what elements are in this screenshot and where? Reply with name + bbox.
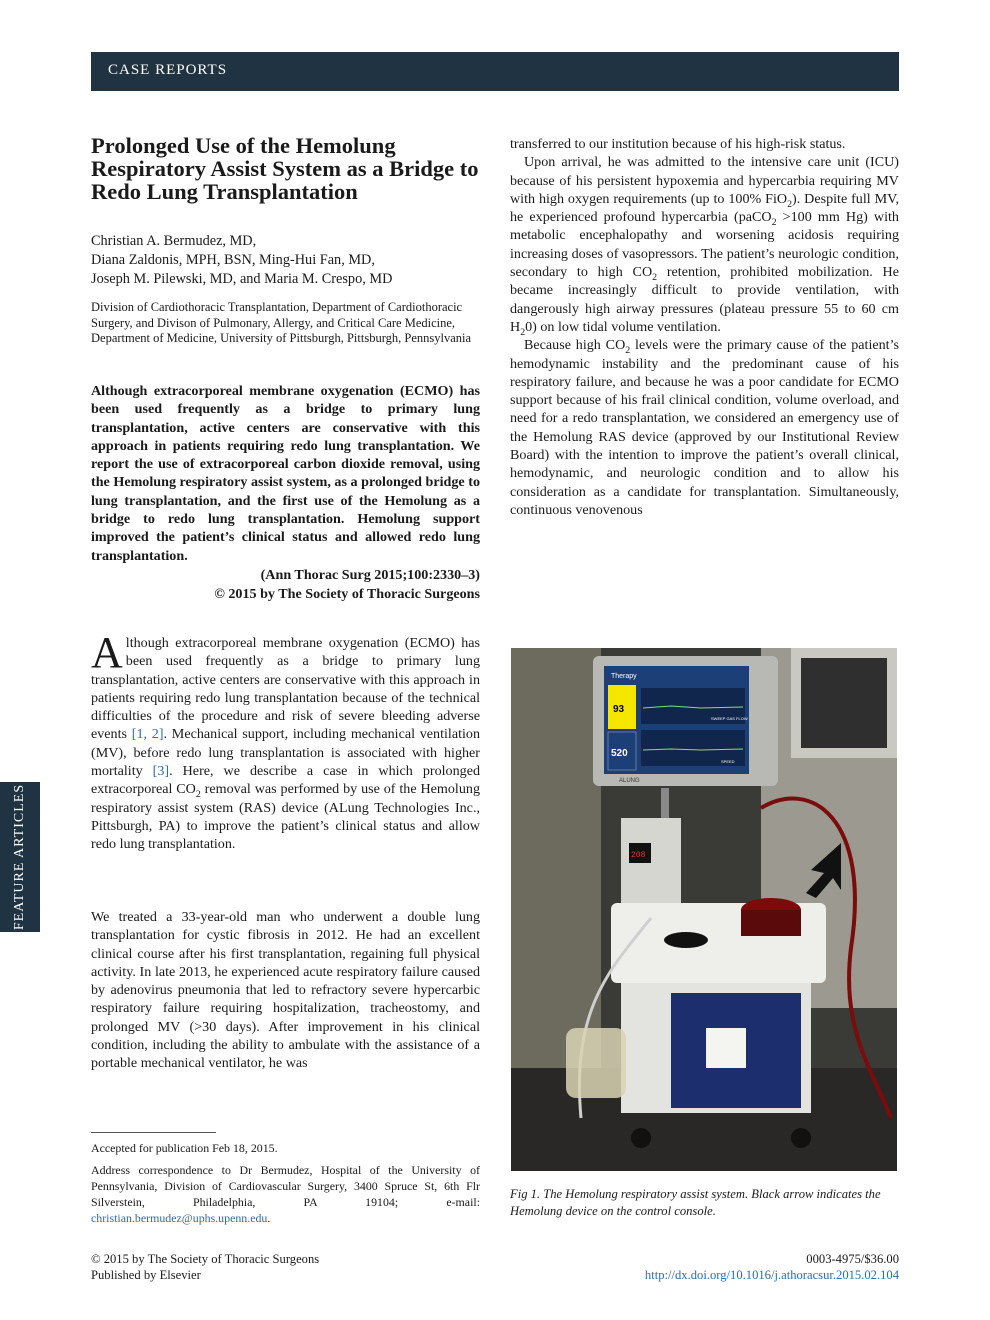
screen-value-2: 520 bbox=[611, 748, 628, 759]
citation-block bbox=[91, 566, 480, 603]
intro-paragraph: Although extracorporeal membrane oxygenation (ECMO) has been used frequently as a bridge to primary lung transplantation, active centers are conservative with this approach in patients requiring redo lung transplantation because of the technical difficulties of the procedure and risk of severe bleeding adverse events [1, 2]. Mechanical support, including mechanical ventilation (MV), before redo lung transplantation is associated with higher mortality [3]. Here, we describe a case in which prolonged extracorporeal $CO_2$ removal was performed by use of the Hemolung respiratory assist system (RAS) device (ALung Technologies Inc., Pittsburgh, PA) to improve the patient’s clinical status and allow redo lung transplantation. bbox=[91, 628, 481, 853]
wheel bbox=[791, 1128, 811, 1148]
author-line: Diana Zaldonis, MPH, BSN, Ming-Hui Fan, MD, bbox=[91, 252, 375, 268]
paragraph: transferred to our institution because of his high-risk status. bbox=[510, 136, 846, 152]
author-list bbox=[91, 232, 481, 289]
footer-publisher: Published by Elsevier bbox=[91, 1267, 201, 1282]
case-paragraph: We treated a 33-year-old man who underwent a double lung transplantation for cystic fibrosis in 2012. He had an excellent clinical course after his first transplantation, regaining full physical activity. In late 2013, he experienced acute respiratory failure caused by adenovirus pneumonia that led to refractory severe hypercarbic respiratory failure requiring hospitalization, tracheostomy, and prolonged MV (>30 days). After improvement in his clinical condition, including the ability to ambulate with the assistance of a portable mechanical ventilator, he was bbox=[91, 909, 480, 1072]
copyright-line: © 2015 by The Society of Thoracic Surgeons bbox=[214, 585, 480, 602]
collection-canister bbox=[566, 1028, 626, 1098]
correspondence: Address correspondence to Dr Bermudez, Hospital of the University of Pennsylvania, Division of Cardiovascular Surgery, 3400 Spruce St, 6th Flr Silverstein, Philadelphia, PA 19104; e-mail: christian.bermudez@uphs.upenn.edu. bbox=[91, 1163, 480, 1225]
hemolung-body bbox=[741, 910, 801, 936]
doi-link[interactable]: http://dx.doi.org/10.1016/j.athoracsur.2015.02.104 bbox=[644, 1267, 899, 1282]
author-line: Christian A. Bermudez, MD, bbox=[91, 233, 257, 249]
cart-label bbox=[706, 1028, 746, 1068]
footer-copyright: © 2015 by The Society of Thoracic Surgeons bbox=[91, 1252, 320, 1266]
section-label: CASE REPORTS bbox=[108, 62, 228, 78]
speed-label: SPEED bbox=[721, 759, 735, 764]
footer-issn: 0003-4975/$36.00 bbox=[806, 1252, 899, 1266]
drop-cap: A bbox=[91, 628, 123, 677]
accepted-date: Accepted for publication Feb 18, 2015. bbox=[91, 1141, 278, 1155]
wheel bbox=[631, 1128, 651, 1148]
figure-caption: Fig 1. The Hemolung respiratory assist system. Black arrow indicates the Hemolung device on the control console. bbox=[510, 1187, 881, 1218]
screen-header: Therapy bbox=[611, 673, 637, 680]
affiliation: Division of Cardiothoracic Transplantation, Department of Cardiothoracic Surgery, and Divison of Pulmonary, Allergy, and Critical Care Medicine, Department of Medicine, University of Pittsburgh, Pittsburgh, Pennsylvania bbox=[91, 300, 472, 345]
screen-value-1: 93 bbox=[613, 704, 625, 715]
side-tab-label: FEATURE ARTICLES bbox=[12, 783, 27, 931]
figure-photo bbox=[511, 648, 897, 1171]
article-title: Prolonged Use of the Hemolung Respiratory Assist System as a Bridge to Redo Lung Transplantation bbox=[91, 133, 479, 204]
author-line: Joseph M. Pilewski, MD, and Maria M. Crespo, MD bbox=[91, 271, 393, 287]
right-column-text bbox=[510, 135, 899, 519]
footnote-rule bbox=[91, 1132, 216, 1133]
abstract: Although extracorporeal membrane oxygenation (ECMO) has been used frequently as a bridge to primary lung transplantation, active centers are conservative with this approach in patients requiring redo lung transplantation. We report the use of extracorporeal carbon dioxide removal, using the Hemolung respiratory assist system, as a prolonged bridge to lung transplantation, and the first use of the Hemolung as a bridge to redo lung transplantation. Hemolung support improved the patient’s clinical status and allowed redo lung transplantation. bbox=[91, 383, 480, 564]
citation: (Ann Thorac Surg 2015;100:2330–3) bbox=[260, 567, 480, 583]
footer-right bbox=[560, 1252, 899, 1283]
cart-well bbox=[664, 932, 708, 948]
brand-label: ALUNG bbox=[619, 778, 640, 784]
wall-monitor-screen bbox=[801, 658, 887, 748]
footer-left bbox=[91, 1252, 451, 1283]
pump-display-value: 208 bbox=[631, 851, 646, 860]
email-link[interactable]: christian.bermudez@uphs.upenn.edu bbox=[91, 1211, 268, 1225]
reference-link[interactable]: [1, 2] bbox=[131, 726, 164, 743]
reference-link[interactable]: [3] bbox=[152, 763, 170, 780]
paragraph: Because high $CO_2$ levels were the primary cause of the patient’s hemodynamic instability and the predominant cause of his respiratory failure, and because he was a poor candidate for ECMO support because of his frail clinical condition, volume overload, and need for a redo transplantation, we considered an emergency use of the Hemolung RAS device (approved by our Institutional Review Board) with the intention to improve the patient’s overall clinical, hemodynamic, and neurologic condition and to allow his consideration as a candidate for transplantation. Simultaneously, continuous venovenous bbox=[510, 337, 899, 518]
paragraph: Upon arrival, he was admitted to the intensive care unit (ICU) because of his persistent hypoxemia and hypercarbia requiring MV with high oxygen requirements (up to 100% FiO$_2$). Despite full MV, he experienced profound hypercarbia (paCO$_2$ >100 mm Hg) with metabolic encephalopathy and worsening acidosis requiring increasing doses of vasopressors. The patient’s neurologic condition, secondary to high $CO_2$ retention, prohibited mobilization. He became increasingly difficult to provide ventilation, with dangerously high airway pressures (plateau pressure 55 to 60 cm $H_20$) on low tidal volume ventilation. bbox=[510, 154, 900, 338]
sweep-label: SWEEP GAS FLOW bbox=[711, 716, 748, 721]
side-tab bbox=[0, 782, 40, 932]
